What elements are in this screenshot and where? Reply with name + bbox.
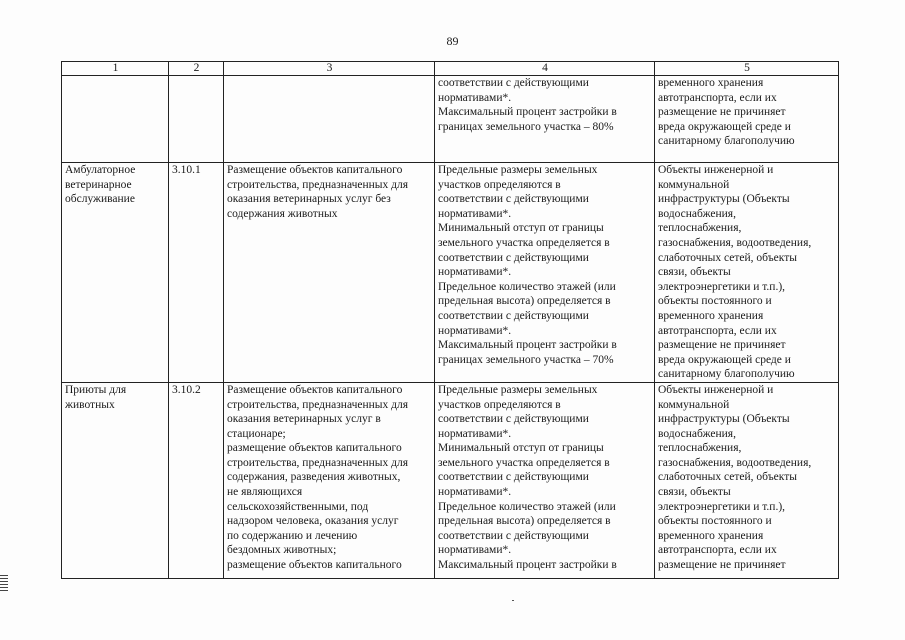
column-header-1: 1	[62, 62, 169, 76]
cell-parameters: соответствии с действующими нормативами*. Максимальный процент застройки в границах земельного участка – 80%	[435, 76, 655, 163]
cell-name	[62, 76, 169, 163]
table-header-row	[62, 62, 839, 76]
cell-parameters: Предельные размеры земельных участков определяются в соответствии с действующими нормативами*. Минимальный отступ от границы земельного участка определяется в соответствии с действующими нормативами*. Предельное количество этажей (или предельная высота) определяется в соответствии с действующими нормативами*. Максимальный процент застройки в границах земельного участка – 70%	[435, 163, 655, 383]
cell-description: Размещение объектов капитального строительства, предназначенных для оказания ветеринарных услуг в стационаре; размещение объектов капитального строительства, предназначенных для содержания, разведения животных, не являющихся сельскохозяйственными, под надзором человека, оказания услуг по содержанию и лечению бездомных животных; размещение объектов капитального	[224, 382, 435, 578]
cell-name: Приюты для животных	[62, 382, 169, 578]
cell-code: 3.10.1	[169, 163, 224, 383]
cell-description	[224, 76, 435, 163]
cell-description: Размещение объектов капитального строительства, предназначенных для оказания ветеринарных услуг без содержания животных	[224, 163, 435, 383]
cell-auxiliary-uses: Объекты инженерной и коммунальной инфраструктуры (Объекты водоснабжения, теплоснабжения, газоснабжения, водоотведения, слаботочных сетей, объекты связи, объекты электроэнергетики и т.п.), объекты постоянного и временного хранения автотранспорта, если их размещение не причиняет	[655, 382, 839, 578]
cell-code	[169, 76, 224, 163]
column-header-3: 3	[224, 62, 435, 76]
cell-auxiliary-uses: временного хранения автотранспорта, если их размещение не причиняет вреда окружающей среде и санитарному благополучию	[655, 76, 839, 163]
table-row-continuation	[62, 76, 839, 163]
table-row-animal-shelters	[62, 382, 839, 578]
column-header-4: 4	[435, 62, 655, 76]
column-header-2: 2	[169, 62, 224, 76]
cell-code: 3.10.2	[169, 382, 224, 578]
table-row-ambulatory-vet	[62, 163, 839, 383]
column-header-5: 5	[655, 62, 839, 76]
cell-name: Амбулаторное ветеринарное обслуживание	[62, 163, 169, 383]
cell-parameters: Предельные размеры земельных участков определяются в соответствии с действующими нормативами*. Минимальный отступ от границы земельного участка определяется в соответствии с действующими нормативами*. Предельное количество этажей (или предельная высота) определяется в соответствии с действующими нормативами*. Максимальный процент застройки в	[435, 382, 655, 578]
land-use-regulation-table	[61, 61, 839, 579]
page-number: 89	[446, 34, 459, 48]
binding-edge-marks	[0, 575, 8, 593]
cell-auxiliary-uses: Объекты инженерной и коммунальной инфраструктуры (Объекты водоснабжения, теплоснабжения, газоснабжения, водоотведения, слаботочных сетей, объекты связи, объекты электроэнергетики и т.п.), объекты постоянного и временного хранения автотранспорта, если их размещение не причиняет вреда окружающей среде и санитарному благополучию	[655, 163, 839, 383]
scan-speck	[512, 600, 514, 601]
